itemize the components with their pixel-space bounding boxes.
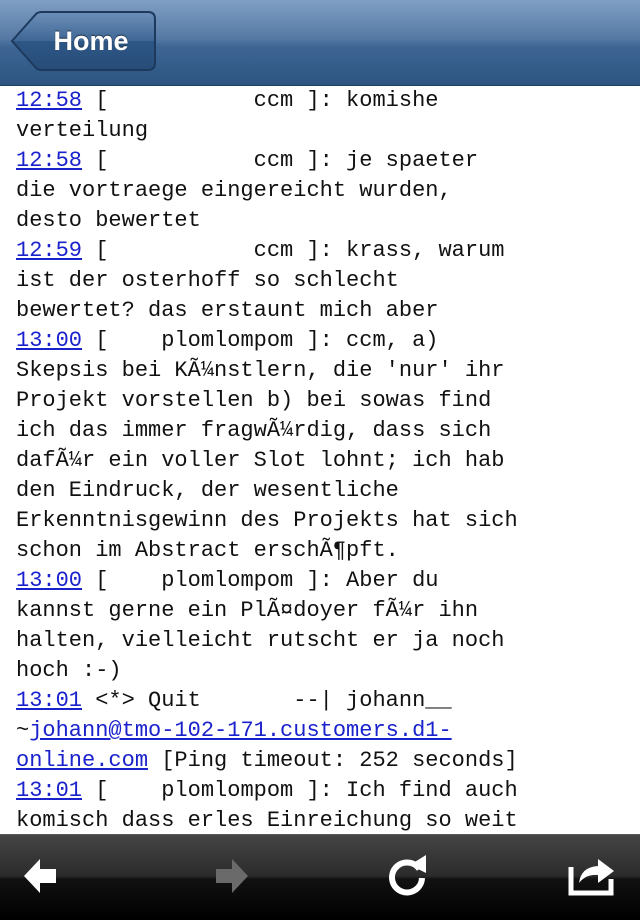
message-text: schon im Abstract erschÃ¶pft. [16,538,399,563]
chat-log [0,86,640,834]
timestamp-link[interactable]: 12:59 [16,238,83,263]
message-text: Projekt vorstellen b) bei sowas find [16,388,492,413]
log-line [0,266,640,296]
message-text: [ plomlompom ]: Ich find auch [82,778,518,803]
arrow-right-icon [198,847,258,907]
log-line [0,176,640,206]
message-text: desto bewertet [16,208,201,233]
log-line [0,386,640,416]
log-line [0,356,640,386]
refresh-icon [378,847,438,907]
log-line [0,506,640,536]
message-text: [ plomlompom ]: Aber du [82,568,439,593]
home-button-label: Home [53,26,129,56]
log-line [0,656,640,686]
log-line [0,746,640,776]
log-line [0,776,640,806]
timestamp-link[interactable]: 13:01 [16,688,83,713]
message-text: kannst gerne ein PlÃ¤doyer fÃ¼r ihn [16,598,479,623]
bottom-toolbar [0,834,640,920]
log-line [0,86,640,116]
message-text: Skepsis bei KÃ¼nstlern, die 'nur' ihr [16,358,505,383]
message-text: ist der osterhoff so schlecht [16,268,399,293]
message-text: dafÃ¼r ein voller Slot lohnt; ich hab [16,448,505,473]
log-line [0,596,640,626]
message-text: [Ping timeout: 252 seconds] [148,748,518,773]
log-line [0,236,640,266]
message-text: die vortraege eingereicht wurden, [16,178,452,203]
log-line [0,476,640,506]
home-button[interactable] [10,11,156,71]
forward-button[interactable] [198,847,258,907]
message-text: [ ccm ]: je spaeter [82,148,479,173]
message-text: hoch :-) [16,658,122,683]
refresh-button[interactable] [378,847,438,907]
timestamp-link[interactable]: 12:58 [16,88,83,113]
log-line [0,326,640,356]
message-text: [ plomlompom ]: ccm, a) [82,328,439,353]
hostname-link[interactable]: johann@tmo-102-171.customers.d1- [29,718,452,743]
log-line [0,716,640,746]
log-line [0,206,640,236]
log-line [0,296,640,326]
navigation-bar [0,0,640,86]
message-text: [ ccm ]: komishe [82,88,439,113]
message-text: den Eindruck, der wesentliche [16,478,399,503]
hostname-link[interactable]: online.com [16,748,149,773]
share-icon [562,847,622,907]
back-button[interactable] [14,847,74,907]
timestamp-link[interactable]: 13:00 [16,328,83,353]
message-text: komisch dass erles Einreichung so weit [16,808,518,833]
timestamp-link[interactable]: 13:01 [16,778,83,803]
message-text: [ ccm ]: krass, warum [82,238,505,263]
log-line [0,566,640,596]
message-text: <*> Quit --| johann__ [82,688,452,713]
message-text: verteilung [16,118,149,143]
timestamp-link[interactable]: 12:58 [16,148,83,173]
log-line [0,116,640,146]
log-line [0,536,640,566]
timestamp-link[interactable]: 13:00 [16,568,83,593]
message-text: ~ [16,718,30,743]
message-text: bewertet? das erstaunt mich aber [16,298,439,323]
message-text: halten, vielleicht rutscht er ja noch [16,628,505,653]
log-line [0,146,640,176]
share-button[interactable] [562,847,622,907]
message-text: Erkenntnisgewinn des Projekts hat sich [16,508,518,533]
log-line [0,626,640,656]
message-text: ich das immer fragwÃ¼rdig, dass sich [16,418,492,443]
arrow-left-icon [14,847,74,907]
log-line [0,416,640,446]
log-line [0,806,640,834]
log-line [0,686,640,716]
log-line [0,446,640,476]
